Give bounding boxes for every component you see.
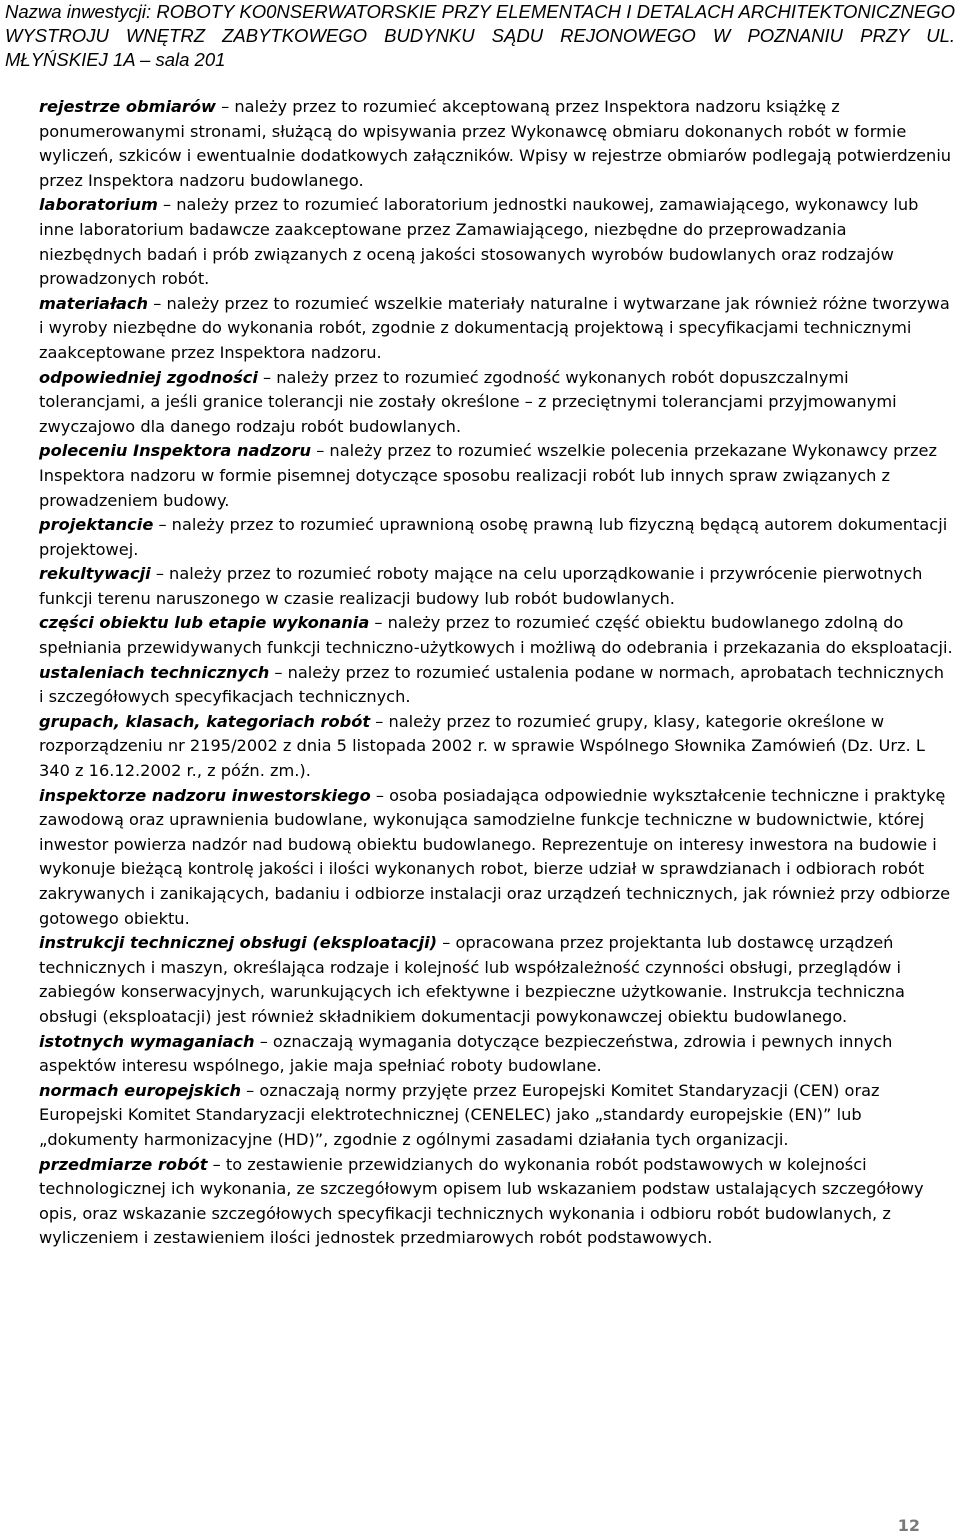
definition-entry <box>39 193 953 291</box>
definition-term: istotnych wymaganiach <box>39 1031 255 1051</box>
definition-entry <box>39 931 953 1029</box>
definition-text: – należy przez to rozumieć akceptowaną przez Inspektora nadzoru książkę z ponumerowanymi stronami, służącą do wpisywania przez Wykonawcę obmiaru dokonanych robót w formie wyliczeń, szkiców i ewentualnie dodatkowych załączników. Wpisy w rejestrze obmiarów podlegają potwierdzeniu przez Inspektora nadzoru budowlanego. <box>39 97 952 190</box>
definition-text: – oznaczają wymagania dotyczące bezpieczeństwa, zdrowia i pewnych innych aspektów interesu wspólnego, jakie maja spełniać roboty budowlane. <box>39 1031 893 1076</box>
document-header: Nazwa inwestycji: ROBOTY KO0NSERWATORSKIE PRZY ELEMENTACH I DETALACH ARCHITEKTONICZNEGO WYSTROJU WNĘTRZ ZABYTKOWEGO BUDYNKU SĄDU REJONOWEGO W POZNANIU PRZY UL. MŁYŃSKIEJ 1A – sala 201 <box>5 1 955 70</box>
definition-text: – należy przez to rozumieć wszelkie materiały naturalne i wytwarzane jak również różne tworzywa i wyroby niezbędne do wykonania robót, zgodnie z dokumentacją projektową i specyfikacjami technicznymi zaakceptowane przez Inspektora nadzoru. <box>39 293 950 362</box>
definition-text: – należy przez to rozumieć ustalenia podane w normach, aprobatach technicznych i szczegółowych specyfikacjach technicznych. <box>39 662 944 707</box>
definition-text: – oznaczają normy przyjęte przez Europejski Komitet Standaryzacji (CEN) oraz Europejski Komitet Standaryzacji elektrotechnicznej (CENELEC) jako „standardy europejskie (EN)” lub „dokumenty harmonizacyjne (HD)”, zgodnie z ogólnymi zasadami działania tych organizacji. <box>39 1080 880 1149</box>
definition-term: normach europejskich <box>39 1080 241 1100</box>
definition-term: ustaleniach technicznych <box>39 662 270 682</box>
definition-text: – należy przez to rozumieć wszelkie polecenia przekazane Wykonawcy przez Inspektora nadzoru w formie pisemnej dotyczące sposobu realizacji robót lub innych spraw związanych z prowadzeniem budowy. <box>39 441 937 510</box>
definition-term: odpowiedniej zgodności <box>39 367 258 387</box>
definition-term: rekultywacji <box>39 564 151 584</box>
definition-entry <box>39 611 953 660</box>
definition-term: inspektorze nadzoru inwestorskiego <box>39 785 371 805</box>
definition-entry <box>39 513 953 562</box>
definition-entry <box>39 784 953 932</box>
definition-term: poleceniu Inspektora nadzoru <box>39 441 312 461</box>
definition-text: – należy przez to rozumieć roboty mające na celu uporządkowanie i przywrócenie pierwotnych funkcji terenu naruszonego w czasie realizacji budowy lub robót budowlanych. <box>39 564 923 608</box>
definition-term: projektancie <box>39 515 154 535</box>
definition-text: – należy przez to rozumieć uprawnioną osobę prawną lub fizyczną będącą autorem dokumentacji projektowej. <box>39 515 948 559</box>
definition-text: – należy przez to rozumieć zgodność wykonanych robót dopuszczalnymi tolerancjami, a jeśli granice tolerancji nie zostały określone – z przeciętnymi tolerancjami przyjmowanymi zwyczajowo dla danego rodzaju robót budowlanych. <box>39 367 897 436</box>
page-number: 12 <box>897 1516 920 1535</box>
definition-text: – opracowana przez projektanta lub dostawcę urządzeń technicznych i maszyn, określająca rodzaje i kolejność lub współzależność czynności obsługi, przeglądów i zabiegów konserwacyjnych, warunkujących ich efektywne i bezpieczne użytkowanie. Instrukcja techniczna obsługi (eksploatacji) jest również składnikiem dokumentacji powykonawczej obiektu budowlanego. <box>39 933 905 1026</box>
definition-entry <box>39 710 953 784</box>
definition-text: – osoba posiadająca odpowiednie wykształcenie techniczne i praktykę zawodową oraz uprawnienia budowlane, wykonująca samodzielne funkcje techniczne w budownictwie, której inwestor powierza nadzór nad budową obiektu budowlanego. Reprezentuje on interesy inwestora na budowie i wykonuje bieżącą kontrolę jakości i ilości wykonanych robot, bierze udział w sprawdzianach i odbiorach robót zakrywanych i zanikających, badaniu i odbiorze instalacji oraz urządzeń technicznych, jak również przy odbiorze gotowego obiektu. <box>39 785 951 928</box>
definition-term: instrukcji technicznej obsługi (eksploatacji) <box>39 933 438 953</box>
definition-term: materiałach <box>39 293 149 313</box>
definition-text: – należy przez to rozumieć laboratorium jednostki naukowej, zamawiającego, wykonawcy lub inne laboratorium badawcze zaakceptowane przez Zamawiającego, niezbędne do przeprowadzania niezbędnych badań i prób związanych z oceną jakości stosowanych wyrobów budowlanych oraz rodzajów prowadzonych robót. <box>39 195 919 289</box>
definition-term: grupach, klasach, kategoriach robót <box>39 711 371 731</box>
definition-entry <box>39 1079 953 1153</box>
definition-text: – należy przez to rozumieć grupy, klasy, kategorie określone w rozporządzeniu nr 2195/2002 z dnia 5 listopada 2002 r. w sprawie Wspólnego Słownika Zamówień (Dz. Urz. L 340 z 16.12.2002 r., z późn. zm.). <box>39 711 925 781</box>
definition-text: – należy przez to rozumieć część obiektu budowlanego zdolną do spełniania przewidywanych funkcji techniczno-użytkowych i możliwą do odebrania i przekazania do eksploatacji. <box>39 613 953 658</box>
definition-entry <box>39 292 953 366</box>
definition-entry <box>39 95 953 193</box>
definition-entry <box>39 1153 953 1251</box>
definition-entry <box>39 439 953 513</box>
definition-text: – to zestawienie przewidzianych do wykonania robót podstawowych w kolejności technologicznej ich wykonania, ze szczegółowym opisem lub wskazaniem podstaw ustalających szczegółowy opis, oraz wskazanie szczegółowych specyfikacji technicznych wykonania i odbioru robót budowlanych, z wyliczeniem i zestawieniem ilości jednostek przedmiarowych robót podstawowych. <box>39 1154 924 1248</box>
definition-entry <box>39 1030 953 1079</box>
definition-entry <box>39 366 953 440</box>
definition-entry <box>39 562 953 611</box>
definition-entry <box>39 661 953 710</box>
definitions-list <box>39 95 953 1251</box>
definition-term: rejestrze obmiarów <box>39 97 216 116</box>
definition-term: części obiektu lub etapie wykonania <box>39 613 370 633</box>
definition-term: przedmiarze robót <box>39 1154 208 1174</box>
definition-term: laboratorium <box>39 195 158 215</box>
